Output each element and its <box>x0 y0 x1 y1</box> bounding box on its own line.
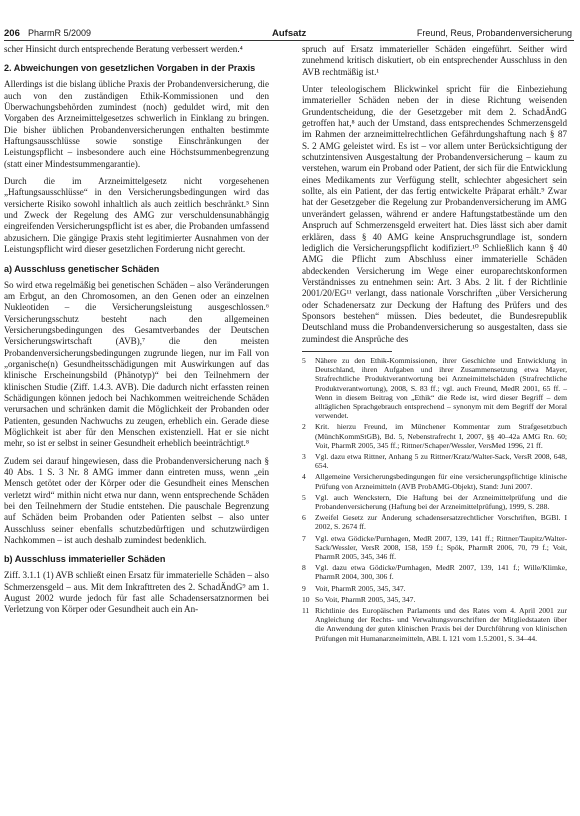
footnote-number: 9 <box>302 583 306 593</box>
footnotes <box>302 356 567 643</box>
footnote-text: Voit, PharmR 2005, 345, 347. <box>315 583 406 593</box>
subsection-heading: a) Ausschluss genetischer Schäden <box>4 263 160 274</box>
subsection-heading: b) Ausschluss immaterieller Schäden <box>4 554 166 565</box>
paragraph: Zudem sei darauf hingewiesen, dass die Probandenversicherung nach § 40 Abs. 1 S. 3 Nr. 8 AMG immer dann eintreten muss, wenn „ein Mensch getötet oder der Körper oder die Gesundheit eines Menschen verletzt wird“ mithin nicht etwa nur dann, wenn entsprechende Schäden bei den Teilnehmern der Studie entstehen. Die pauschale Begrenzung auf Schäden beim Probanden oder Patienten selbst – also unter Ausschluss seiner ebenfalls schutzbedürftigen und schutzwürdigen Nachkommen – ist auch deshalb zumindest bedenklich. <box>4 455 269 546</box>
paragraph: spruch auf Ersatz immaterieller Schäden eingeführt. Seither wird zunehmend kritisch diskutiert, ob ein entsprechender Ausschluss in den AVB rechtmäßig ist.¹ <box>302 44 567 77</box>
footnote-number: 11 <box>302 606 310 616</box>
footnote-text: Richtlinie des Europäischen Parlaments und des Rates vom 4. April 2001 zur Angleichung der Rechts- und Verwaltungsvorschriften der Mitgliedstaaten über die Anwendung der guten klinischen Praxis bei der Durchführung von klinischen Prüfungen mit Humanarzneimitteln, ABl. L 121 vom 1.5.2001, S. 34–44. <box>315 606 567 643</box>
paragraph: Allerdings ist die bislang übliche Praxis der Probandenversicherung, die auch von den zuständigen Ethik-Kommissionen und den Überwachungsbehörden zumindest (noch) geduldet wird, mit den Vorgaben des Arzneimittelgesetzes schwerlich in Einklang zu bringen. Die bisher üblichen Probandenversicherungen enthalten bestimmte Haftungsausschlüsse sowie sonstige Einschränkungen der Leistungspflicht – insbesondere auch eine Höchstsummenbegrenzung (statt einer Mindestsummengarantie). <box>4 79 269 169</box>
footnote-text: Allgemeine Versicherungsbedingungen für eine versicherungspflichtige klinische Prüfung von Arzneimitteln (AVB ProbAMG-Objekt), Stand: Juni 2007. <box>315 472 567 491</box>
footnote-text: Nähere zu den Ethik-Kommissionen, ihrer Geschichte und Entwicklung in Deutschland, ihren Aufgaben und ihrer Zusammensetzung etwa Mayer, Strafrechtliche Produktverantwortung bei Arzneimittelschäden (Strafrechtliche Produktverantwortung), 2008, S. 83 ff.; vgl. auch Freund, MedR 2001, 65 ff. – Wenn in diesem Beitrag von „Ethik“ die Rede ist, wird dieser Begriff – dem alltäglichen Sprachgebrauch entsprechend – synonym mit dem Begriff der Moral verwendet. <box>315 355 567 421</box>
footnote-text: Vgl. dazu etwa Gödicke/Purnhagen, MedR 2007, 139, 141 f.; Wille/Klimke, PharmR 2004, 300, 306 f. <box>315 563 567 582</box>
paragraph: Unter teleologischem Blickwinkel spricht für die Einbeziehung immaterieller Schäden neben der in diese Richtung weisenden Grundentscheidung, die der Gesetzgeber mit dem 2. SchadÄndG getroffen hat,⁸ auch der Umstand, dass entsprechendes Schmerzensgeld im Rahmen der arzneimittelrechtlichen Gefährdungshaftung nach § 87 S. 2 AMG geleistet wird. Es ist – vor allem unter Berücksichtigung der schutzintensiven Ausgestaltung der Probandenversicherung – kaum zu verstehen, warum ein Proband oder Patient, der sich für die Entwicklung eines Medikaments zur Verfügung stellt, schlechter abgesichert sein sollte, als ein Patient, der das fertig entwickelte Präparat erhält.⁹ Zwar hat der Gesetzgeber die Regelung zur Probandenversicherung im AMG unverändert gelassen, während er andere Haftungstatbestände um den Anspruch auf Schmerzensgeld erweitert hat. Dies lässt sich aber damit erklären, dass § 40 AMG keine Anspruchsgrundlage ist, sondern lediglich die Versicherungspflicht kodifiziert.¹⁰ Schließlich kann § 40 AMG die Pflicht zum Abschluss einer immaterielle Schäden abdeckenden Versicherung im Wege einer europarechtskonformen Verständnisses zu entnehmen sein: Art. 3 Abs. 2 lit. f der Richtlinie 2001/20/EG¹¹ verlangt, dass nationale Vorschriften „über Versicherung oder Schadenersatz zur Deckung der Haftung des Prüfers und des Sponsors bestehen“ müssen. Dies bedeutet, die Bundesrepublik Deutschland muss die Probandenversicherung so ausgestalten, dass sie zumindest die Ansprüche des <box>302 84 567 344</box>
journal-name: PharmR 5/2009 <box>28 28 92 38</box>
footnote <box>302 534 567 562</box>
footnote-number: 5 <box>302 492 306 502</box>
footnote <box>302 606 567 643</box>
footnote-rule <box>302 351 392 352</box>
footnote-number: 2 <box>302 422 306 432</box>
footnote-number: 4 <box>302 472 306 482</box>
footnote-number: 8 <box>302 563 306 573</box>
paragraph: So wird etwa regelmäßig bei genetischen Schäden – also Veränderungen am Erbgut, an den Chromosomen, an den Genen oder an einzelnen Nukleotiden – die Versicherungsleistung ausgeschlossen.⁶ Versicherungsschutz besteht nach den allgemeinen Versicherungsbedingungen des Gesamtverbandes der Deutschen Versicherungswirtschaft (AVB),⁷ die den meisten Probandenversicherungsbedingungen zugrunde liegen, nur im Fall von „organische(n) Gesundheitsschädigungen mit Auswirkungen auf das klinische Erscheinungsbild (Phänotyp)“ bei den Teilnehmern der klinischen Studie (Ziff. 1.4.3. AVB). Die dadurch nicht erfassten reinen Schädigungen können jedoch bei Nachkommen weitreichende Schäden verursachen und schränken damit die Möglichkeit der Probanden oder Patienten, gesunden Nachwuchs zu zeugen, erheblich ein. Gerade diese Möglichkeit ist aber für den Menschen existenziell. Hat er sie nicht mehr, so ist er selbst in seiner Gesundheit erheblich beeinträchtigt.⁸ <box>4 279 269 449</box>
header-rule <box>4 40 574 41</box>
footnote-number: 7 <box>302 533 306 543</box>
page-number: 206 <box>4 28 20 39</box>
footnote <box>302 513 567 531</box>
paragraph: Ziff. 3.1.1 (1) AVB schließt einen Ersatz für immaterielle Schäden – also Schmerzensgeld – aus. Mit dem Inkrafttreten des 2. SchadÄndG⁹ am 1. August 2002 wurde jedoch für fast alle Schadensersatznormen bei Verletzung von Körper oder Gesundheit auch ein An- <box>4 570 269 615</box>
section-label: Aufsatz <box>272 28 307 39</box>
footnote-number: 6 <box>302 513 306 523</box>
footnote-text: Vgl. auch Wenckstern, Die Haftung bei der Arzneimittelprüfung und die Probandenversicherung (Haftung bei der Arzneimittelprüfung), 1999, S. 288. <box>315 492 567 511</box>
right-column <box>302 44 567 645</box>
footnote-text: So Voit, PharmR 2005, 345, 347. <box>315 594 416 604</box>
section-heading: 2. Abweichungen von gesetzlichen Vorgaben in der Praxis <box>4 63 256 74</box>
footnote-number: 3 <box>302 451 306 461</box>
running-head-authors: Freund, Reus, Probandenversicherung <box>416 28 572 38</box>
footnote <box>302 452 567 470</box>
paragraph: scher Hinsicht durch entsprechende Beratung verbessert werden.⁴ <box>4 44 243 54</box>
footnote <box>302 472 567 490</box>
footnote-number: 10 <box>302 594 310 604</box>
footnote <box>302 563 567 581</box>
paragraph: Durch die im Arzneimittelgesetz nicht vorgesehenen „Haftungsausschlüsse“ in den Versicherungsbedingungen wird das versicherte Risiko sowohl inhaltlich als auch zeitlich beschränkt.⁵ Sinn und Zweck der Regelung des AMG zur verschuldensunabhängig eingreifenden Versicherungspflicht ist es aber, die Probanden umfassend abzusichern. Die gängige Praxis steht legitimierter Ausnahmen von der Leistungspflicht wird dieser gesetzlichen Forderung nicht gerecht. <box>4 176 269 255</box>
footnote <box>302 356 567 420</box>
footnote <box>302 584 567 593</box>
footnote-text: Vgl. dazu etwa Rittner, Anhang 5 zu Rittner/Kratz/Walter-Sack, VersR 2008, 648, 654. <box>315 451 567 471</box>
footnote <box>302 422 567 450</box>
left-column <box>4 44 269 622</box>
footnote-text: Zweifel Gesetz zur Änderung schadensersatzrechtlicher Vorschriften, BGBl. I 2002, S. 2674 ff. <box>315 513 567 532</box>
footnote <box>302 595 567 604</box>
footnote <box>302 493 567 511</box>
footnote-text: Vgl. etwa Gödicke/Purnhagen, MedR 2007, 139, 141 ff.; Rittner/Taupitz/Walter-Sack/Wessler, VersR 2008, 158, 159 f.; Spök, PharmR 2006, 70, 79 f.; Voit, PharmR 2005, 345, 346 ff. <box>315 533 567 561</box>
page-header <box>0 0 580 44</box>
footnote-text: Krit. hierzu Freund, im Münchener Kommentar zum Strafgesetzbuch (MünchKommStGB), Bd. 5, Nebenstrafrecht I, 2007, §§ 40–42a AMG Rn. 60; Voit, PharmR 2005, 345 ff.; Rittner/Schaper/Wessler, VersMed 1996, 21 ff. <box>315 422 567 450</box>
footnote-number: 5 <box>302 355 306 365</box>
